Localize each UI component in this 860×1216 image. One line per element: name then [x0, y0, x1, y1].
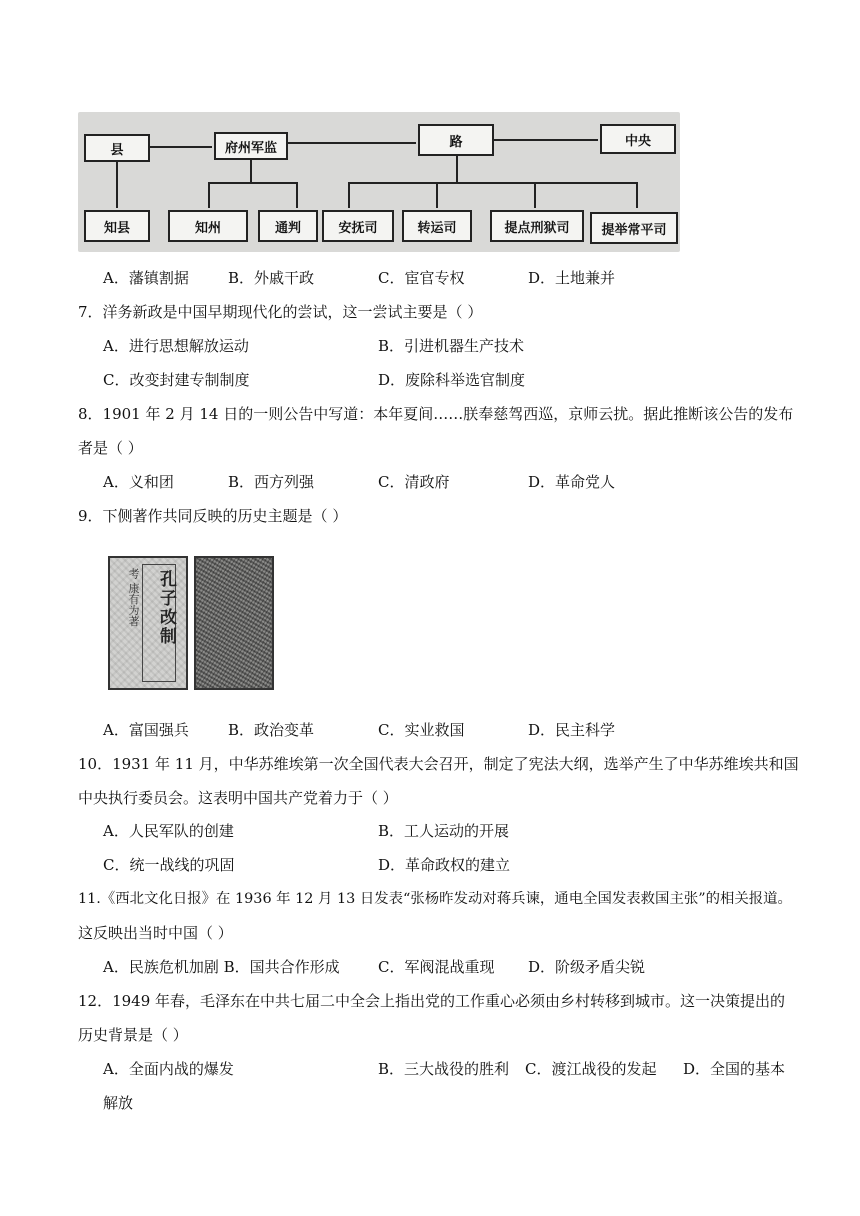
box-fuzhoujunjian: 府州军监 [214, 132, 288, 160]
link-lu-1 [348, 182, 350, 208]
box-tijuchangpingsi: 提举常平司 [590, 212, 678, 244]
q7-option-c[interactable]: C．改变封建专制制度 [103, 371, 250, 389]
box-zhuanyunsi: 转运司 [402, 210, 472, 242]
q10-option-d[interactable]: D．革命政权的建立 [378, 856, 511, 874]
q8-option-d[interactable]: D．革命党人 [528, 473, 616, 491]
box-xian: 县 [84, 134, 150, 162]
link-fu-right [296, 182, 298, 208]
q8-option-b[interactable]: B．西方列强 [228, 473, 315, 491]
q7-option-d[interactable]: D．废除科举选官制度 [378, 371, 526, 389]
q10-stem-line1: 10．1931 年 11 月，中华苏维埃第一次全国代表大会召开，制定了宪法大纲，选举产生了中华苏维埃共和国 [78, 755, 799, 773]
box-lu: 路 [418, 124, 494, 156]
q11-option-d[interactable]: D．阶级矛盾尖锐 [528, 958, 646, 976]
book-cover-subtitle: 考 康有为著 [127, 568, 140, 627]
q11-stem-line1: 11.《西北文化日报》在 1936 年 12 月 13 日发表“张杨昨发动对蒋兵谏，通电全国发表救国主张”的相关报道。 [78, 891, 792, 907]
q10-option-b[interactable]: B．工人运动的开展 [378, 822, 510, 840]
q6-option-a[interactable]: A．藩镇割据 [103, 269, 189, 287]
q12-option-d-cont: 解放 [103, 1094, 134, 1112]
q12-option-c[interactable]: C．渡江战役的发起 [525, 1060, 657, 1078]
q9-option-d[interactable]: D．民主科学 [528, 721, 616, 739]
q7-stem: 7．洋务新政是中国早期现代化的尝试，这一尝试主要是（ ） [78, 303, 483, 321]
q12-option-a[interactable]: A．全面内战的爆发 [103, 1060, 234, 1078]
arrow-fu-to-lu [288, 142, 416, 144]
box-zhongyang: 中央 [600, 124, 676, 154]
q9-option-b[interactable]: B．政治变革 [228, 721, 315, 739]
link-xian-down [116, 162, 118, 208]
q9-option-a[interactable]: A．富国强兵 [103, 721, 189, 739]
box-tidianxingyusi: 提点刑狱司 [490, 210, 584, 242]
q8-stem-line1: 8．1901 年 2 月 14 日的一则公告中写道：本年夏间……朕奉慈驾西巡，京师云扰。据此推断该公告的发布 [78, 405, 794, 423]
link-lu-down [456, 156, 458, 182]
q12-stem-line2: 历史背景是（ ） [78, 1026, 188, 1044]
q9-option-c[interactable]: C．实业救国 [378, 721, 465, 739]
book-cover-title: 孔子改制 [156, 570, 176, 646]
box-zhixian: 知县 [84, 210, 150, 242]
box-tongpan: 通判 [258, 210, 318, 242]
q6-option-b[interactable]: B．外戚干政 [228, 269, 315, 287]
q10-option-a[interactable]: A．人民军队的创建 [103, 822, 234, 840]
q8-option-a[interactable]: A．义和团 [103, 473, 174, 491]
book-cover-kongzi-gaizhi-kao [108, 556, 188, 690]
arrow-xian-to-fu [150, 146, 212, 148]
q10-option-c[interactable]: C．统一战线的巩固 [103, 856, 235, 874]
link-fu-left [208, 182, 210, 208]
q11-stem-line2: 这反映出当时中国（ ） [78, 924, 233, 942]
book-cover-dark [194, 556, 274, 690]
q8-option-c[interactable]: C．清政府 [378, 473, 450, 491]
q7-option-b[interactable]: B．引进机器生产技术 [378, 337, 525, 355]
link-lu-4 [636, 182, 638, 208]
q7-option-a[interactable]: A．进行思想解放运动 [103, 337, 249, 355]
administrative-structure-figure [78, 112, 680, 252]
q12-option-b[interactable]: B．三大战役的胜利 [378, 1060, 510, 1078]
q10-stem-line2: 中央执行委员会。这表明中国共产党着力于（ ） [78, 789, 398, 807]
arrow-lu-to-zhongyang [494, 139, 598, 141]
q6-option-c[interactable]: C．宦官专权 [378, 269, 465, 287]
q8-stem-line2: 者是（ ） [78, 439, 143, 457]
box-anfusi: 安抚司 [322, 210, 394, 242]
link-lu-bar [348, 182, 638, 184]
link-fu-down [250, 160, 252, 182]
q12-option-d[interactable]: D．全国的基本 [683, 1060, 786, 1078]
link-lu-3 [534, 182, 536, 208]
link-lu-2 [436, 182, 438, 208]
q12-stem-line1: 12．1949 年春，毛泽东在中共七届二中全会上指出党的工作重心必须由乡村转移到城市。这一决策提出的 [78, 992, 786, 1010]
q11-option-c[interactable]: C．军阀混战重现 [378, 958, 495, 976]
q9-stem: 9．下侧著作共同反映的历史主题是（ ） [78, 507, 348, 525]
q11-option-a-b[interactable]: A．民族危机加剧 B．国共合作形成 [103, 958, 340, 976]
link-fu-bar [208, 182, 298, 184]
q6-option-d[interactable]: D．土地兼并 [528, 269, 616, 287]
box-zhizhou: 知州 [168, 210, 248, 242]
